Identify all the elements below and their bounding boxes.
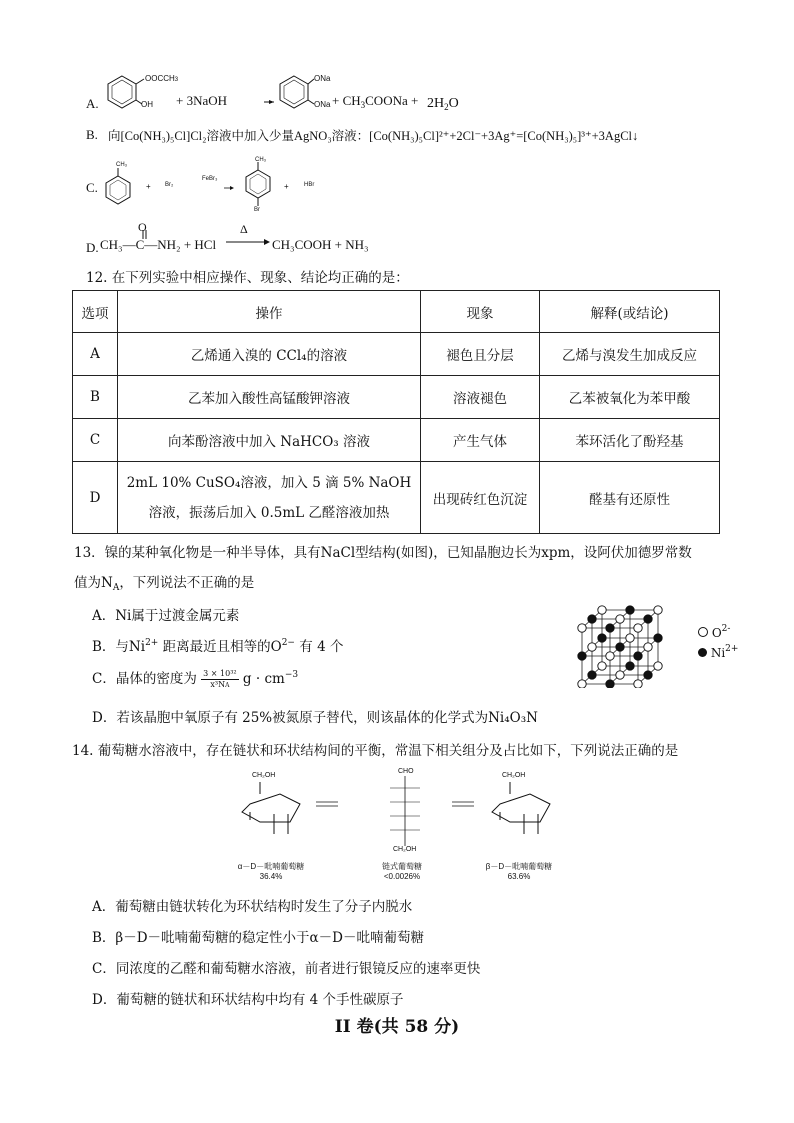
nickel-ion xyxy=(606,680,614,688)
nickel-ion xyxy=(588,615,596,623)
oxide-ion xyxy=(654,606,662,614)
oxide-ion xyxy=(644,643,652,651)
nickel-ion xyxy=(634,652,642,660)
table-header: 选项 xyxy=(73,291,118,333)
arrow-icon xyxy=(240,96,276,108)
oxide-ion xyxy=(626,634,634,642)
table-cell: 向苯酚溶液中加入 NaHCO₃ 溶液 xyxy=(118,419,421,462)
nickel-ion xyxy=(578,652,586,660)
nickel-ion xyxy=(644,615,652,623)
q14-option-b: B．β－D－吡喃葡萄糖的稳定性小于α－D－吡喃葡萄糖 xyxy=(92,930,424,946)
table-cell: 乙烯与溴发生加成反应 xyxy=(540,333,720,376)
table-cell: 乙苯加入酸性高锰酸钾溶液 xyxy=(118,376,421,419)
nacl-crystal-cell-diagram xyxy=(574,588,684,688)
table-cell: C xyxy=(73,419,118,462)
table-cell: 褪色且分层 xyxy=(421,333,540,376)
q13-option-b: B．与$Ni^{2+}$ 距离最近且相等的$O^{2-}$ 有 4 个 xyxy=(92,638,344,655)
beta-caption: β－D－吡喃葡萄糖 63.6% xyxy=(485,862,553,881)
white-circle-icon xyxy=(698,627,708,637)
oxide-ion xyxy=(578,624,586,632)
table-cell: B xyxy=(73,376,118,419)
option-label: A. xyxy=(86,96,99,111)
table-cell: 产生气体 xyxy=(421,419,540,462)
nickel-ion xyxy=(616,643,624,651)
alpha-glucose-structure xyxy=(242,782,300,834)
black-circle-icon xyxy=(698,648,707,657)
table-cell: 乙烯通入溴的 CCl₄的溶液 xyxy=(118,333,421,376)
table-cell: 2mL 10% CuSO₄溶液，加入 5 滴 5% NaOH 溶液，振荡后加入 0.5mL 乙醛溶液加热 xyxy=(118,462,421,534)
chain-glucose-structure xyxy=(390,776,420,846)
oxide-ion xyxy=(588,643,596,651)
table-header: 操作 xyxy=(118,291,421,333)
q13-stem: 13．镍的某种氧化物是一种半导体，具有NaCl型结构(如图)，已知晶胞边长为xpm，设阿伏加德罗常数 xyxy=(74,545,692,561)
oxide-ion xyxy=(598,662,606,670)
nickel-ion xyxy=(626,662,634,670)
oxide-ion xyxy=(606,652,614,660)
table-header: 现象 xyxy=(421,291,540,333)
oxide-ion xyxy=(634,680,642,688)
oxide-ion xyxy=(654,662,662,670)
nickel-ion xyxy=(626,606,634,614)
table-cell: 苯环活化了酚羟基 xyxy=(540,419,720,462)
q13-option-a: A．Ni属于过渡金属元素 xyxy=(92,608,240,624)
table-cell: 溶液褪色 xyxy=(421,376,540,419)
table-row xyxy=(73,376,720,419)
q13-option-d: D．若该晶胞中氧原子有 25%被氮原子替代，则该晶体的化学式为Ni₄O₃N xyxy=(92,710,538,726)
oxide-ion xyxy=(578,680,586,688)
q14-option-d: D．葡萄糖的链状和环状结构中均有 4 个手性碳原子 xyxy=(92,992,404,1008)
q12-stem: 12. 在下列实验中相应操作、现象、结论均正确的是： xyxy=(86,270,409,286)
oxide-ion xyxy=(634,624,642,632)
nickel-ion xyxy=(588,671,596,679)
table-row xyxy=(73,462,720,534)
beta-glucose-structure xyxy=(492,782,550,834)
table-cell: A xyxy=(73,333,118,376)
nickel-ion xyxy=(598,634,606,642)
table-header-row xyxy=(73,291,720,333)
part-two-title: II 卷(共 58 分) xyxy=(334,1017,460,1037)
table-row xyxy=(73,333,720,376)
equilibrium-arrow-icon xyxy=(316,802,474,806)
q12-table xyxy=(72,290,720,534)
q14-stem: 14. 葡萄糖水溶液中，存在链状和环状结构间的平衡，常温下相关组分及占比如下，下列说法正确的是 xyxy=(72,743,679,759)
oxide-ion xyxy=(598,606,606,614)
nickel-ion xyxy=(654,634,662,642)
q14-option-a: A．葡萄糖由链状转化为环状结构时发生了分子内脱水 xyxy=(92,899,413,915)
q14-option-c: C．同浓度的乙醛和葡萄糖水溶液，前者进行银镜反应的速率更快 xyxy=(92,961,481,977)
nickel-ion xyxy=(644,671,652,679)
table-cell: 醛基有还原性 xyxy=(540,462,720,534)
oxide-ion xyxy=(616,615,624,623)
density-fraction: $\frac{\text{3 × 10³²}}{\text{x³NA}}$ xyxy=(203,668,237,689)
table-cell: 出现砖红色沉淀 xyxy=(421,462,540,534)
q13-option-c: C．晶体的密度为 $\frac{\text{3 × 10³²}}{\text{x³NA}}$ $g \cdot cm^{-3}$ xyxy=(92,668,299,689)
table-header: 解释(或结论) xyxy=(540,291,720,333)
table-cell: 乙苯被氧化为苯甲酸 xyxy=(540,376,720,419)
alpha-caption: α－D－吡喃葡萄糖 36.4% xyxy=(237,862,305,881)
nickel-ion xyxy=(606,624,614,632)
chain-caption: 链式葡萄糖 <0.0026% xyxy=(382,862,422,881)
bromotoluene-structure xyxy=(240,156,280,218)
legend-nickel: $Ni^{2+}$ xyxy=(698,644,738,660)
legend-oxide: $O^{2-}$ xyxy=(698,624,730,640)
arrow-icon xyxy=(226,238,272,246)
table-cell: D xyxy=(73,462,118,534)
q13-stem-2: 值为$N_A$，下列说法不正确的是 xyxy=(74,575,255,593)
arrow-icon xyxy=(198,184,238,192)
oxide-ion xyxy=(616,671,624,679)
table-row xyxy=(73,419,720,462)
